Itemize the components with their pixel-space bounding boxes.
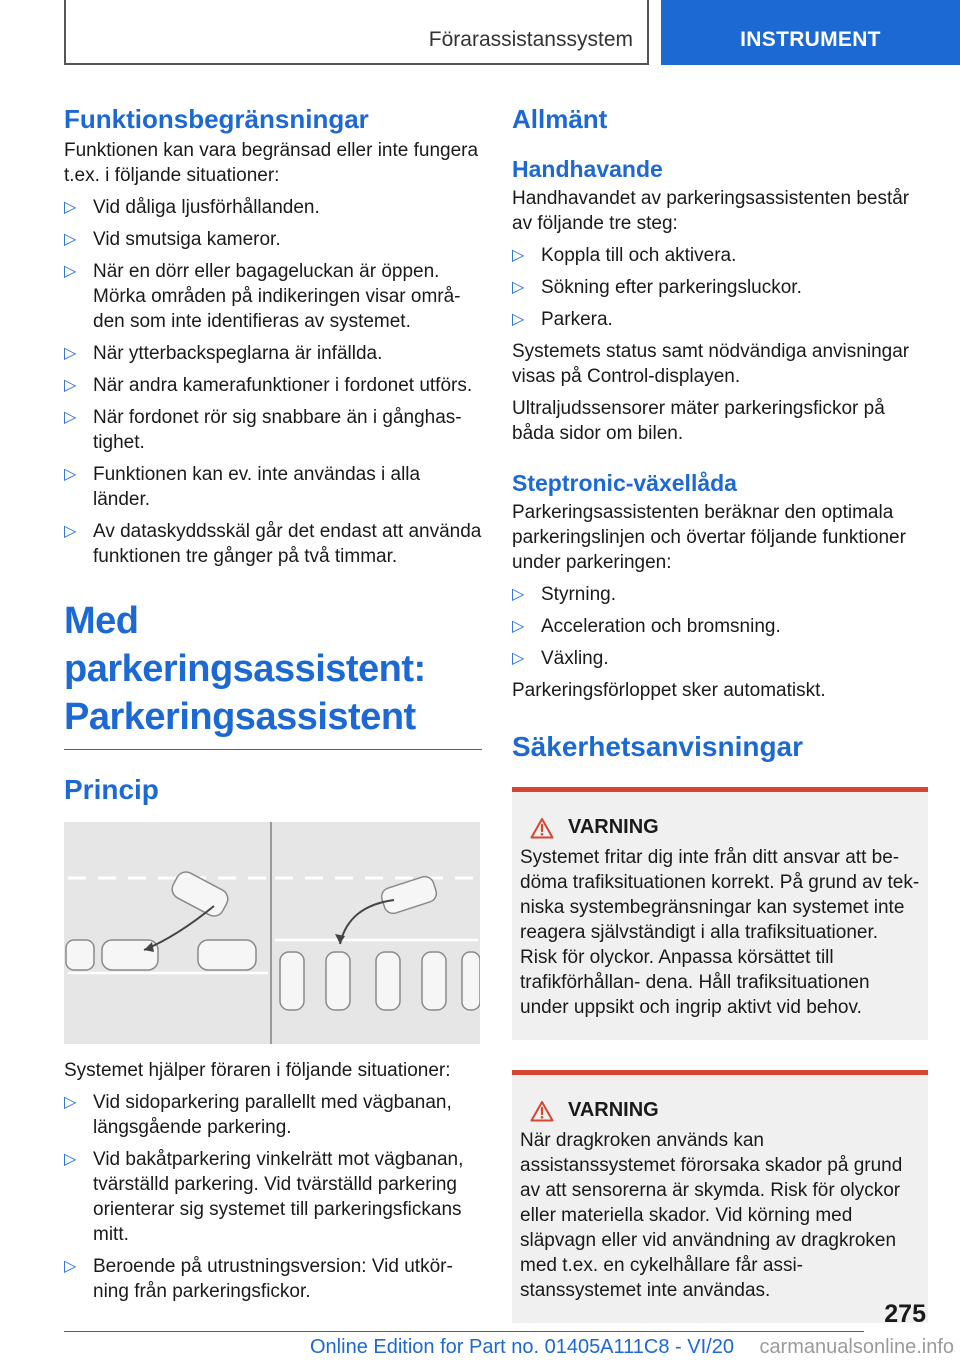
limits-intro: Funktionen kan vara begränsad eller inte fungera t.ex. i följande situationer:: [64, 140, 479, 186]
header-section-title: Förarassistanssystem: [428, 28, 633, 51]
list-item: ▷ När en dörr eller bagageluckan är öppen. Mörka områden på indikeringen visar områ- den som inte identifieras av systemet.: [64, 259, 482, 334]
operation-heading: Handhavande: [512, 156, 663, 182]
list-item: ▷ Sökning efter parkeringsluckor.: [512, 275, 928, 300]
list-item: ▷ Av dataskyddsskäl går det endast att använda funktionen tre gånger på två timmar.: [64, 519, 482, 569]
header-section-box: [64, 0, 649, 65]
steptronic-heading: Steptronic-växellåda: [512, 470, 737, 496]
list-item: ▷ Vid dåliga ljusförhållanden.: [64, 195, 482, 220]
warning-header: [520, 816, 920, 839]
header-tab-label: INSTRUMENT: [740, 28, 881, 51]
status-text: Systemets status samt nödvändiga anvisningar visas på Control-displayen.: [512, 341, 910, 387]
list-item: ▷ Vid sidoparkering parallellt med vägbanan, längsgående parkering.: [64, 1090, 482, 1140]
list-item: ▷ Vid smutsiga kameror.: [64, 227, 482, 252]
footer-divider: [64, 1331, 864, 1332]
list-item: ▷ Styrning.: [512, 582, 928, 607]
parking-illustration: [64, 822, 480, 1044]
steptronic-intro: Parkeringsassistenten beräknar den optimala parkeringslinjen och övertar följande funktioner under parkeringen:: [512, 502, 906, 573]
principle-list: [64, 1090, 482, 1304]
page-number: 275: [884, 1300, 926, 1328]
limits-heading: Funktionsbegränsningar: [64, 104, 369, 134]
main-title: Med parkeringsassistent: Parkeringsassistent: [64, 600, 426, 738]
principle-intro: Systemet hjälper föraren i följande situationer:: [64, 1060, 451, 1081]
list-item: ▷ Beroende på utrustningsversion: Vid utkör- ning från parkeringsfickor.: [64, 1254, 482, 1304]
list-item: ▷ Vid bakåtparkering vinkelrätt mot vägbanan, tvärställd parkering. Vid tvärställd parkering orienterar sig systemet till parkeringsfickans mitt.: [64, 1147, 482, 1247]
steptronic-list: [512, 582, 928, 671]
operation-steps: [512, 243, 928, 332]
warning-title: VARNING: [568, 1099, 659, 1121]
warning-triangle-icon: [530, 1100, 554, 1122]
warning-title: VARNING: [568, 816, 659, 838]
operation-intro: Handhavandet av parkeringsassistenten består av följande tre steg:: [512, 188, 910, 234]
list-item: ▷ Funktionen kan ev. inte användas i alla länder.: [64, 462, 482, 512]
warning-box: [512, 787, 928, 1040]
right-column: [512, 102, 928, 1323]
title-divider: [64, 749, 482, 750]
warning-box: [512, 1070, 928, 1323]
warning-text: När dragkroken används kan assistanssystemet förorsaka skador på grund av att sensorerna är skymda. Risk för olyckor eller materiella skador. Vid körning med släpvagn eller vid användning av dragkroken med t.ex. en cykelhållare får assi- stanssystemet inte användas.: [520, 1130, 903, 1301]
warning-text: Systemet fritar dig inte från ditt ansvar att be- döma trafiksituationen korrekt. På grund av tek- niska systembegränsningar kan systemet inte reagera självständigt i alla trafiksituationer. Risk för olyckor. Anpassa körsättet till trafikförhållan- dena. Håll trafiksituationen under uppsikt och ingrip aktivt vid behov.: [520, 847, 920, 1018]
principle-heading: Princip: [64, 774, 159, 805]
list-item: ▷ Parkera.: [512, 307, 928, 332]
list-item: ▷ Acceleration och bromsning.: [512, 614, 928, 639]
steptronic-outro: Parkeringsförloppet sker automatiskt.: [512, 680, 826, 701]
safety-heading: Säkerhetsanvisningar: [512, 731, 804, 762]
sensors-text: Ultraljudssensorer mäter parkeringsfickor på båda sidor om bilen.: [512, 398, 885, 444]
limits-list: [64, 195, 482, 569]
general-heading: Allmänt: [512, 104, 608, 134]
edition-text: Online Edition for Part no. 01405A111C8 - VI/20: [310, 1336, 734, 1358]
list-item: ▷ När andra kamerafunktioner i fordonet utförs.: [64, 373, 482, 398]
warning-header: [520, 1099, 920, 1122]
parking-diagram-image: [64, 822, 480, 1044]
left-column: [64, 102, 482, 1304]
list-item: ▷ När fordonet rör sig snabbare än i gånghas- tighet.: [64, 405, 482, 455]
header-tab: [661, 0, 960, 65]
list-item: ▷ När ytterbackspeglarna är infällda.: [64, 341, 482, 366]
warning-triangle-icon: [530, 817, 554, 839]
list-item: ▷ Växling.: [512, 646, 928, 671]
list-item: ▷ Koppla till och aktivera.: [512, 243, 928, 268]
watermark: carmanualsonline.info: [759, 1336, 954, 1358]
